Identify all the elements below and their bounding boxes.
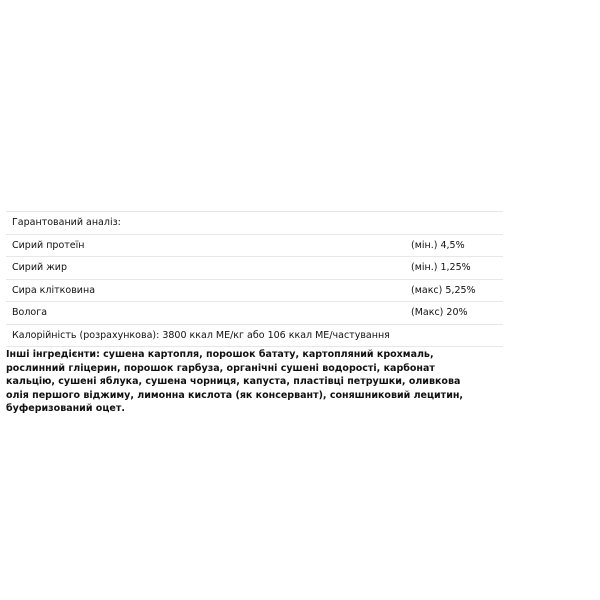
nutrient-value: (мін.) 4,5% <box>411 234 503 257</box>
nutrient-label: Сирий жир <box>6 257 411 280</box>
guaranteed-analysis-table <box>6 211 503 347</box>
nutrient-label: Сира клітковина <box>6 279 411 302</box>
calories-text: Калорійність (розрахункова): 3800 ккал МЕ/кг або 106 ккал МЕ/частування <box>6 324 503 347</box>
calories-row <box>6 324 503 347</box>
analysis-heading-row <box>6 212 503 235</box>
other-ingredients-text: Інші інгредієнти: сушена картопля, порошок батату, картопляний крохмаль, рослинний гліцерин, порошок гарбуза, органічні сушені водорості, карбонат кальцію, сушені яблука, сушена чорниця, капуста, пластівці петрушки, оливкова олія першого віджиму, лимонна кислота (як консервант), соняшниковий лецитин, буферизований оцет. <box>6 349 464 414</box>
analysis-heading: Гарантований аналіз: <box>6 212 503 235</box>
table-row <box>6 257 503 280</box>
nutrient-label: Сирий протеїн <box>6 234 411 257</box>
table-row <box>6 302 503 325</box>
table-row <box>6 279 503 302</box>
table-row <box>6 234 503 257</box>
nutrient-label: Вологa <box>6 302 411 325</box>
nutrient-value: (мін.) 1,25% <box>411 257 503 280</box>
nutrient-value: (макс) 5,25% <box>411 279 503 302</box>
nutrient-value: (Макс) 20% <box>411 302 503 325</box>
